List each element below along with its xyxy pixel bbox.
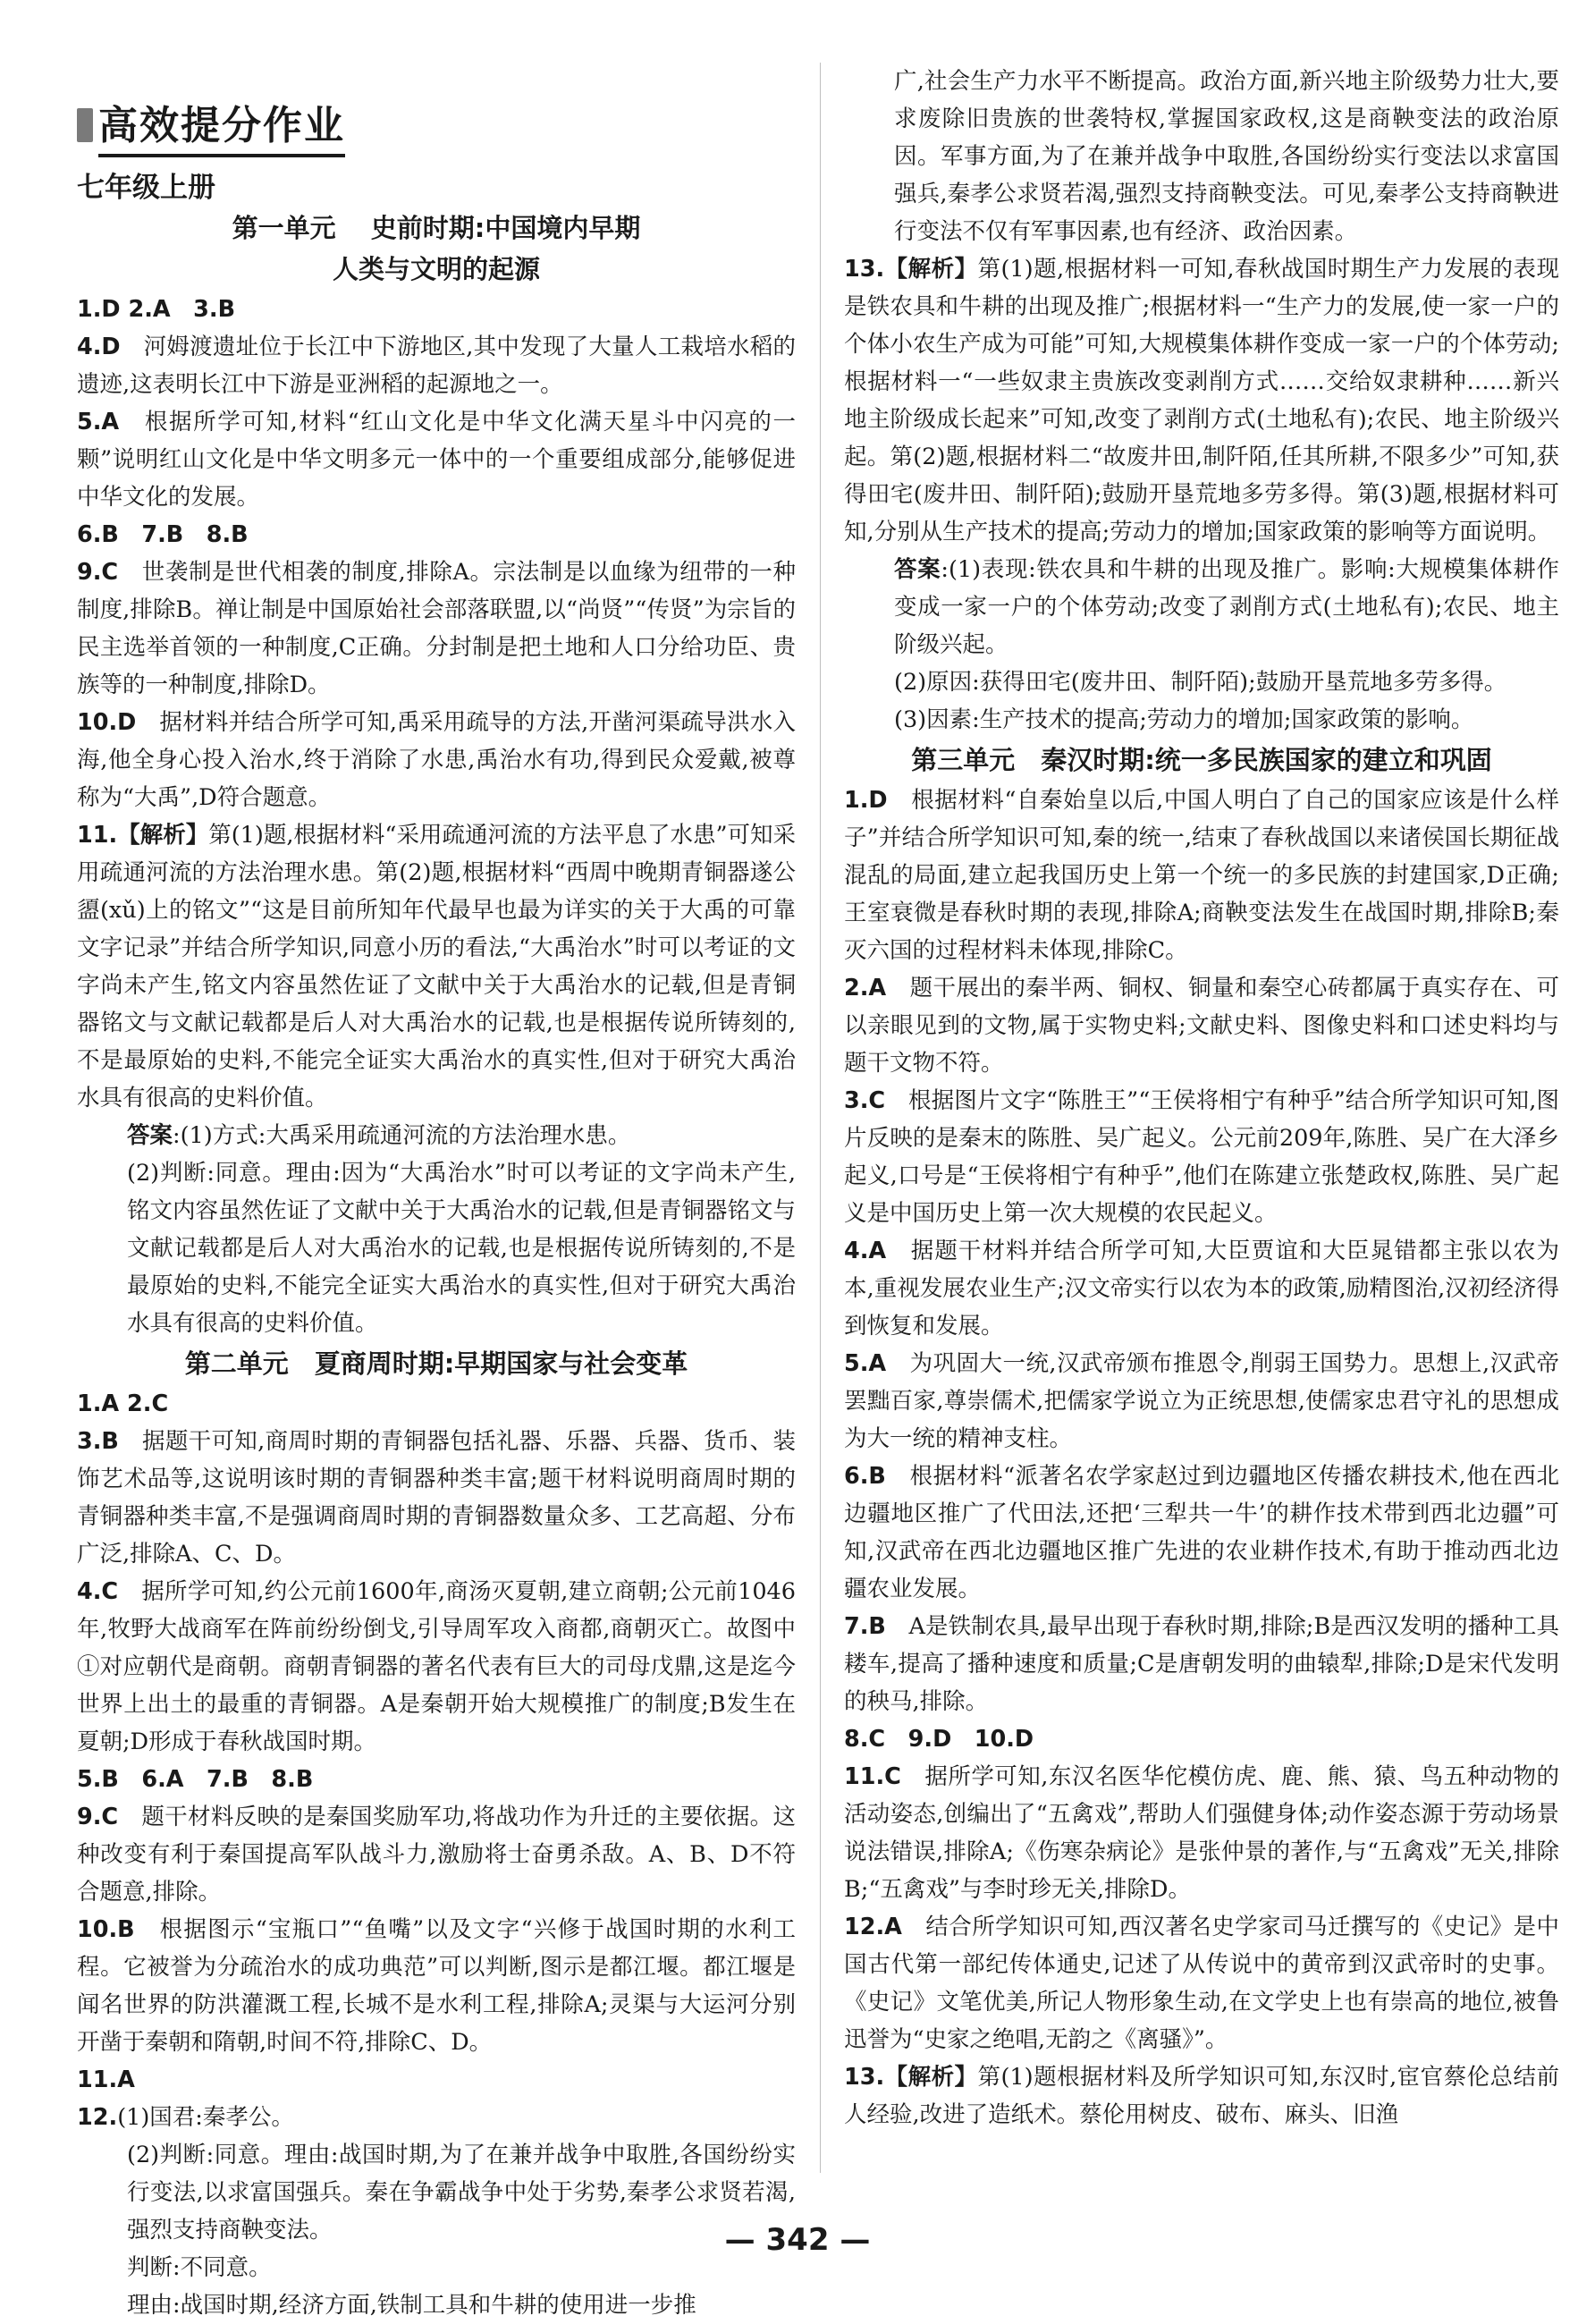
answer-u3-6: 6.B 根据材料“派著名农学家赵过到边疆地区传播农耕技术,他在西北边疆地区推广了代田法,还把‘三犁共一牛’的耕作技术带到西北边疆”可知,汉武帝在西北边疆地区推广先进的农业耕作技术,有助于推动西北边疆农业发展。 <box>844 1463 1559 1602</box>
answer-u2-12-part4: 理由:战国时期,经济方面,铁制工具和牛耕的使用进一步推 <box>127 2292 696 2319</box>
answer-u3-2: 2.A 题干展出的秦半两、铜权、铜量和秦空心砖都属于真实存在、可以亲眼见到的文物,属于实物史料;文献史料、图像史料和口述史料均与题干文物不符。 <box>844 975 1559 1077</box>
answer-u2-13-key-3: (3)因素:生产技术的提高;劳动力的增加;国家政策的影响。 <box>894 706 1474 733</box>
answer-u1-9: 9.C 世袭制是世代相袭的制度,排除A。宗法制是以血缘为纽带的一种制度,排除B。禅让制是中国原始社会部落联盟,以“尚贤”“传贤”为宗旨的民主选举首领的一种制度,C正确。分封制是把土地和人口分给功臣、贵族等的一种制度,排除D。 <box>77 559 796 698</box>
answer-u1-6: 6.B 7.B 8.B <box>77 521 249 548</box>
header-marker-icon <box>77 108 93 142</box>
answer-u1-4: 4.D 河姆渡遗址位于长江中下游地区,其中发现了大量人工栽培水稻的遗迹,这表明长江中下游是亚洲稻的起源地之一。 <box>77 334 796 398</box>
answer-u2-1: 1.A 2.C <box>77 1390 169 1417</box>
answer-u3-3: 3.C 根据图片文字“陈胜王”“王侯将相宁有种乎”结合所学知识可知,图片反映的是秦末的陈胜、吴广起义。公元前209年,陈胜、吴广在大泽乡起义,口号是“王侯将相宁有种乎”,他们在陈建立张楚政权,陈胜、吴广起义是中国历史上第一次大规模的农民起义。 <box>844 1087 1559 1227</box>
answer-u1-5: 5.A 根据所学可知,材料“红山文化是中华文化满天星斗中闪亮的一颗”说明红山文化是中华文明多元一体中的一个重要组成部分,能够促进中华文化的发展。 <box>77 409 796 511</box>
right-column <box>844 63 1559 2134</box>
answer-u2-3: 3.B 据题干可知,商周时期的青铜器包括礼器、乐器、兵器、货币、装饰艺术品等,这说明该时期的青铜器种类丰富;题干材料说明商周时期的青铜器种类丰富,不是强调商周时期的青铜器数量众多、工艺高超、分布广泛,排除A、C、D。 <box>77 1428 796 1568</box>
answer-u2-12: 12.(1)国君:秦孝公。 <box>77 2104 294 2131</box>
page-number: — 342 — <box>724 2222 871 2258</box>
answer-u2-4: 4.C 据所学可知,约公元前1600年,商汤灭夏朝,建立商朝;公元前1046年,牧野大战商军在阵前纷纷倒戈,引导周军攻入商都,商朝灭亡。故图中①对应朝代是商朝。商朝青铜器的著名代表有巨大的司母戊鼎,这是迄今世界上出土的最重的青铜器。A是秦朝开始大规模推广的制度;B发生在夏朝;D形成于春秋战国时期。 <box>77 1578 796 1755</box>
unit-2-title: 第二单元 夏商周时期:早期国家与社会变革 <box>184 1348 688 1379</box>
answer-u2-10: 10.B 根据图示“宝瓶口”“鱼嘴”以及文字“兴修于战国时期的水利工程。它被誉为分疏治水的成功典范”可以判断,图示是都江堰。都江堰是闻名世界的防洪灌溉工程,长城不是水利工程,排除A;灵渠与大运河分别开凿于秦朝和隋朝,时间不符,排除C、D。 <box>77 1916 796 2056</box>
grade-label: 七年级上册 <box>77 172 215 204</box>
answer-u1-11: 11.【解析】第(1)题,根据材料“采用疏通河流的方法平息了水患”可知采用疏通河流的方法治理水患。第(2)题,根据材料“西周中晚期青铜器遂公盨(xǔ)上的铭文”“这是目前所知年代最早也最为详实的关于大禹的可靠文字记录”并结合所学知识,同意小历的看法,“大禹治水”时可以考证的文字尚未产生,铭文内容虽然佐证了文献中关于大禹治水的记载,但是青铜器铭文与文献记载都是后人对大禹治水的记载,也是根据传说所铸刻的,不是最原始的史料,不能完全证实大禹治水的真实性,但对于研究大禹治水具有很高的史料价值。 <box>77 822 797 1111</box>
answer-u3-13: 13.【解析】第(1)题根据材料及所学知识可知,东汉时,宦官蔡伦总结前人经验,改进了造纸术。蔡伦用树皮、破布、麻头、旧渔 <box>844 2064 1559 2128</box>
answer-u1-11-key-2: (2)判断:同意。理由:因为“大禹治水”时可以考证的文字尚未产生,铭文内容虽然佐证了文献中关于大禹治水的记载,但是青铜器铭文与文献记载都是后人对大禹治水的记载,也是根据传说所铸刻的,不是最原始的史料,不能完全证实大禹治水的真实性,但对于研究大禹治水具有很高的史料价值。 <box>127 1160 796 1337</box>
answer-u3-7: 7.B A是铁制农具,最早出现于春秋时期,排除;B是西汉发明的播种工具耧车,提高了播种速度和质量;C是唐朝发明的曲辕犁,排除;D是宋代发明的秧马,排除。 <box>844 1613 1559 1715</box>
answer-u2-5: 5.B 6.A 7.B 8.B <box>77 1766 314 1793</box>
unit-1-title-line1: 第一单元 史前时期:中国境内早期 <box>232 213 641 243</box>
column-divider <box>820 63 821 2173</box>
unit-1-title-line2: 人类与文明的起源 <box>332 254 540 284</box>
answer-u2-13: 13.【解析】第(1)题,根据材料一可知,春秋战国时期生产力发展的表现是铁农具和牛耕的出现及推广;根据材料一“生产力的发展,使一家一户的个体小农生产成为可能”可知,大规模集体耕作变成一家一户的个体劳动;根据材料一“一些奴隶主贵族改变剥削方式……交给奴隶耕种……新兴地主阶级成长起来”可知,改变了剥削方式(土地私有);农民、地主阶级兴起。第(2)题,根据材料二“故废井田,制阡陌,任其所耕,不限多少”可知,获得田宅(废井田、制阡陌);鼓励开垦荒地多劳多得。第(3)题,根据材料可知,分别从生产技术的提高;劳动力的增加;国家政策的影响等方面说明。 <box>844 256 1559 545</box>
answer-u3-11: 11.C 据所学可知,东汉名医华佗模仿虎、鹿、熊、猿、鸟五种动物的活动姿态,创编出了“五禽戏”,帮助人们强健身体;动作姿态源于劳动场景说法错误,排除A;《伤寒杂病论》是张仲景的著作,与“五禽戏”无关,排除B;“五禽戏”与李时珍无关,排除D。 <box>844 1763 1559 1903</box>
answer-u1-10: 10.D 据材料并结合所学可知,禹采用疏导的方法,开凿河渠疏导洪水入海,他全身心投入治水,终于消除了水患,禹治水有功,得到民众爱戴,被尊称为“大禹”,D符合题意。 <box>77 709 796 811</box>
answer-u2-13-key-2: (2)原因:获得田宅(废井田、制阡陌);鼓励开垦荒地多劳多得。 <box>894 669 1507 696</box>
answer-u2-11: 11.A <box>77 2066 135 2093</box>
answer-u2-13-key-1: 答案:(1)表现:铁农具和牛耕的出现及推广。影响:大规模集体耕作变成一家一户的个体劳动;改变了剥削方式(土地私有);农民、地主阶级兴起。 <box>894 556 1559 658</box>
section-header <box>77 93 796 157</box>
answer-u3-8: 8.C 9.D 10.D <box>844 1726 1034 1753</box>
answer-u2-12-part2: (2)判断:同意。理由:战国时期,为了在兼并战争中取胜,各国纷纷实行变法,以求富国强兵。秦在争霸战争中处于劣势,秦孝公求贤若渴,强烈支持商鞅变法。 <box>127 2142 796 2244</box>
answer-u3-5: 5.A 为巩固大一统,汉武帝颁布推恩令,削弱王国势力。思想上,汉武帝罢黜百家,尊崇儒术,把儒家学说立为正统思想,使儒家忠君守礼的思想成为大一统的精神支柱。 <box>844 1350 1559 1452</box>
answer-u2-12-part3: 判断:不同意。 <box>127 2254 272 2281</box>
answer-u3-1: 1.D 根据材料“自秦始皇以后,中国人明白了自己的国家应该是什么样子”并结合所学知识可知,秦的统一,结束了春秋战国以来诸侯国长期征战混乱的局面,建立起我国历史上第一个统一的多民族的封建国家,D正确;王室衰微是春秋时期的表现,排除A;商鞅变法发生在战国时期,排除B;秦灭六国的过程材料未体现,排除C。 <box>844 787 1559 964</box>
answer-u1-11-key-1: 答案:(1)方式:大禹采用疏通河流的方法治理水患。 <box>127 1122 631 1149</box>
section-title: 高效提分作业 <box>98 93 345 157</box>
answer-u3-12: 12.A 结合所学知识可知,西汉著名史学家司马迁撰写的《史记》是中国古代第一部纪传体通史,记述了从传说中的黄帝到汉武帝时的史事。《史记》文笔优美,所记人物形象生动,在文学史上也有崇高的地位,被鲁迅誉为“史家之绝唱,无韵之《离骚》”。 <box>844 1914 1559 2053</box>
answer-u2-9: 9.C 题干材料反映的是秦国奖励军功,将战功作为升迁的主要依据。这种改变有利于秦国提高军队战斗力,激励将士奋勇杀敌。A、B、D不符合题意,排除。 <box>77 1804 796 1906</box>
answer-u1-1: 1.D 2.A 3.B <box>77 296 236 323</box>
unit-3-title: 第三单元 秦汉时期:统一多民族国家的建立和巩固 <box>911 745 1492 775</box>
answer-u3-4: 4.A 据题干材料并结合所学可知,大臣贾谊和大臣晁错都主张以农为本,重视发展农业生产;汉文帝实行以农为本的政策,励精图治,汉初经济得到恢复和发展。 <box>844 1238 1559 1339</box>
left-column <box>77 73 796 2324</box>
answer-u2-12-continued: 广,社会生产力水平不断提高。政治方面,新兴地主阶级势力壮大,要求废除旧贵族的世袭特权,掌握国家政权,这是商鞅变法的政治原因。军事方面,为了在兼并战争中取胜,各国纷纷实行变法以求富国强兵,秦孝公求贤若渴,强烈支持商鞅变法。可见,秦孝公支持商鞅进行变法不仅有军事因素,也有经济、政治因素。 <box>894 68 1559 245</box>
